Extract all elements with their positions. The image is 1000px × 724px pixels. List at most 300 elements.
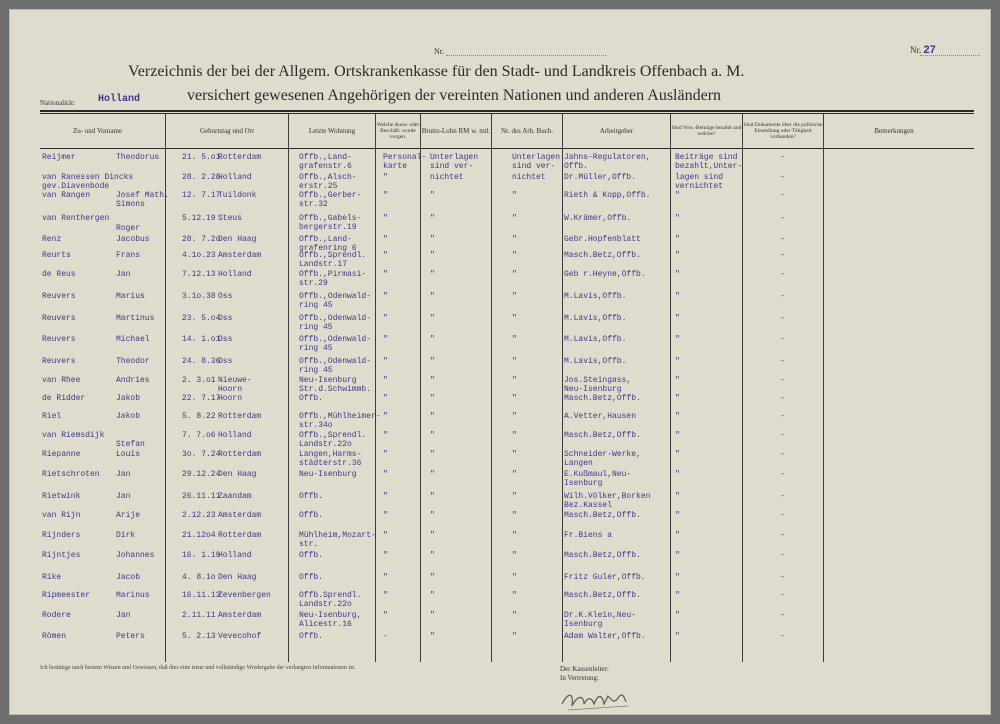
cell-c5a: " bbox=[430, 611, 435, 620]
cell-emp1: Masch.Betz,Offb. bbox=[564, 511, 641, 520]
cell-c5a: " bbox=[430, 492, 435, 501]
cell-place: Hoorn bbox=[218, 385, 243, 394]
cell-place: Oss bbox=[218, 335, 233, 344]
cell-addr1: Offb.,Sprendl. bbox=[299, 251, 367, 260]
cell-addr1: Offb.,Odenwald- bbox=[299, 357, 372, 366]
cell-place: Holland bbox=[218, 551, 252, 560]
cell-c4a: " bbox=[383, 270, 388, 279]
kasse-leiter-label: Der Kassenleiter: bbox=[560, 665, 609, 673]
cell-first: Theodorus bbox=[116, 153, 160, 162]
cell-emp1: Geb r.Heyne,Offb. bbox=[564, 270, 646, 279]
cell-c8a: " bbox=[675, 492, 680, 501]
cell-c6a: " bbox=[512, 450, 517, 459]
cell-c8b: vernichtet bbox=[675, 182, 724, 191]
header-documents: Sind Dokumente über die politische Einstellung oder Tätigkeit vorhanden? bbox=[743, 121, 823, 141]
cell-c9: - bbox=[780, 235, 785, 244]
cell-c9: - bbox=[780, 394, 785, 403]
cell-surname: Rijntjes bbox=[42, 551, 81, 560]
header-remarks: Bemerkungen bbox=[874, 126, 914, 135]
cell-addr1: Offb. bbox=[299, 632, 324, 641]
document-sheet bbox=[10, 10, 990, 714]
cell-emp1: Masch.Betz,Offb. bbox=[564, 431, 641, 440]
cell-c4a: " bbox=[383, 191, 388, 200]
cell-c6a: " bbox=[512, 431, 517, 440]
cell-date: 4.1o.23 bbox=[182, 251, 216, 260]
cell-emp1: Adam Walter,Offb. bbox=[564, 632, 646, 641]
cell-surname: Riel bbox=[42, 412, 62, 421]
cell-c8a: " bbox=[675, 531, 680, 540]
cell-emp2: Isenburg bbox=[564, 620, 603, 629]
cell-c6a: " bbox=[512, 335, 517, 344]
cell-c5a: " bbox=[430, 376, 435, 385]
cell-c4a: " bbox=[383, 492, 388, 501]
cell-addr2: grafenring 6 bbox=[299, 244, 357, 253]
cell-c5a: " bbox=[430, 394, 435, 403]
cell-emp1: Wilh.Völker,Borken bbox=[564, 492, 651, 501]
cell-c8a: " bbox=[675, 611, 680, 620]
cell-c8a: " bbox=[675, 191, 680, 200]
cell-addr2: erstr.25 bbox=[299, 182, 338, 191]
cell-c9: - bbox=[780, 173, 785, 182]
cell-c9: - bbox=[780, 412, 785, 421]
cell-addr1: Neu-Isenburg, bbox=[299, 611, 362, 620]
cell-c8a: " bbox=[675, 450, 680, 459]
cell-c6a: " bbox=[512, 591, 517, 600]
cell-emp2: Langen bbox=[564, 459, 593, 468]
cell-addr2: ring 45 bbox=[299, 366, 333, 375]
cell-emp1: Dr.K.Klein,Neu- bbox=[564, 611, 637, 620]
cell-emp1: Jos.Steingass, bbox=[564, 376, 632, 385]
cell-first: Jan bbox=[116, 611, 131, 620]
cell-c6a: " bbox=[512, 235, 517, 244]
cell-first: Jacob bbox=[116, 573, 141, 582]
cell-c6a: " bbox=[512, 531, 517, 540]
cell-place: Rotterdam bbox=[218, 531, 262, 540]
cell-date: 22. 7.17 bbox=[182, 394, 221, 403]
cell-addr2: Landstr.17 bbox=[299, 260, 348, 269]
cell-surname: Römen bbox=[42, 632, 67, 641]
cell-c8a: " bbox=[675, 251, 680, 260]
header-duration: Welche Ausw. oder Beschäft. wurde vorgen. bbox=[376, 121, 420, 141]
cell-c8a: " bbox=[675, 431, 680, 440]
column-divider bbox=[420, 114, 421, 662]
cell-c4a: " bbox=[383, 357, 388, 366]
cell-emp1: E.Kußmaul,Neu- bbox=[564, 470, 632, 479]
cell-place: Rotterdam bbox=[218, 450, 262, 459]
column-divider bbox=[491, 114, 492, 662]
cell-c9: - bbox=[780, 591, 785, 600]
cell-c5a: " bbox=[430, 191, 435, 200]
cell-c9: - bbox=[780, 153, 785, 162]
page-number-line bbox=[920, 55, 980, 56]
cell-place: Rotterdam bbox=[218, 412, 262, 421]
cell-c8a: Beiträge sind bbox=[675, 153, 738, 162]
cell-addr2: Str.d.Schwimmb. bbox=[299, 385, 372, 394]
cell-emp2: Offb. bbox=[564, 162, 589, 171]
title-line-1: Verzeichnis der bei der Allgem. Ortskrankenkasse für den Stadt- und Landkreis Offenbach a. M. bbox=[128, 63, 745, 80]
cell-c9: - bbox=[780, 251, 785, 260]
cell-first: Jan bbox=[116, 492, 131, 501]
cell-surname: Rietwink bbox=[42, 492, 81, 501]
cell-c9: - bbox=[780, 335, 785, 344]
cell-c6a: " bbox=[512, 376, 517, 385]
cell-c5a: " bbox=[430, 591, 435, 600]
cell-addr1: Offb.,Gerber- bbox=[299, 191, 362, 200]
cell-first: Arije bbox=[116, 511, 141, 520]
cell-c4a: " bbox=[383, 292, 388, 301]
cell-addr2: str.32 bbox=[299, 200, 328, 209]
cell-surname: van Ranessen Dincks bbox=[42, 173, 134, 182]
cell-surname: Reuvers bbox=[42, 357, 76, 366]
cell-addr1: Offb.,Mühlheimer- bbox=[299, 412, 381, 421]
cell-place: Holland bbox=[218, 431, 252, 440]
cell-addr2: Landstr.22o bbox=[299, 600, 352, 609]
cell-first: Stefan bbox=[116, 440, 145, 449]
cell-c4a: " bbox=[383, 412, 388, 421]
cell-first: Dirk bbox=[116, 531, 136, 540]
cell-c6a: " bbox=[512, 251, 517, 260]
cell-date: 26.11.11 bbox=[182, 492, 221, 501]
cell-c8a: " bbox=[675, 551, 680, 560]
cell-surname: Rijnders bbox=[42, 531, 81, 540]
cell-c6a: " bbox=[512, 611, 517, 620]
cell-c9: - bbox=[780, 470, 785, 479]
cell-date: 7. 7.o6 bbox=[182, 431, 216, 440]
cell-first: Josef Math. bbox=[116, 191, 169, 200]
cell-addr1: Offb.,Odenwald- bbox=[299, 314, 372, 323]
column-divider bbox=[670, 114, 671, 662]
cell-surname: Reurts bbox=[42, 251, 71, 260]
cell-c4a: " bbox=[383, 551, 388, 560]
cell-first: Jan bbox=[116, 470, 131, 479]
cell-place: Holland bbox=[218, 270, 252, 279]
cell-c9: - bbox=[780, 314, 785, 323]
cell-surname: van Riemsdijk bbox=[42, 431, 105, 440]
cell-c8a: " bbox=[675, 511, 680, 520]
signature-block bbox=[560, 665, 609, 683]
cell-c5a: Unterlagen bbox=[430, 153, 479, 162]
cell-c8a: lagen sind bbox=[675, 173, 724, 182]
cell-addr1: Offb. bbox=[299, 394, 324, 403]
cell-addr1: Offb. bbox=[299, 573, 324, 582]
cell-surname: de Ridder bbox=[42, 394, 86, 403]
cell-place: Oss bbox=[218, 357, 233, 366]
cell-c5b: sind ver- bbox=[430, 162, 474, 171]
cell-first: Peters bbox=[116, 632, 145, 641]
cell-addr1: Neu-Isenburg bbox=[299, 376, 357, 385]
cell-c8a: " bbox=[675, 335, 680, 344]
cell-c5a: " bbox=[430, 270, 435, 279]
cell-c5a: " bbox=[430, 470, 435, 479]
cell-place: Den Haag bbox=[218, 235, 257, 244]
header-contributions: Sind Vers.-Beiträge bezahlt und welche? bbox=[671, 124, 742, 137]
cell-c4a: " bbox=[383, 611, 388, 620]
page-number-value: 27 bbox=[923, 44, 936, 56]
cell-date: 21.12o4 bbox=[182, 531, 216, 540]
cell-place: Oss bbox=[218, 314, 233, 323]
cell-c5a: " bbox=[430, 573, 435, 582]
cell-first: Frans bbox=[116, 251, 141, 260]
vertretung-label: In Vertretung: bbox=[560, 674, 599, 682]
cell-surname: gev.Diavenbode bbox=[42, 182, 110, 191]
cell-c8a: " bbox=[675, 292, 680, 301]
cell-c9: - bbox=[780, 573, 785, 582]
cell-surname: van Rangen bbox=[42, 191, 91, 200]
cell-emp1: M.Lavis,Offb. bbox=[564, 357, 627, 366]
cell-addr1: Offb. bbox=[299, 511, 324, 520]
cell-c6a: " bbox=[512, 270, 517, 279]
cell-c6a: " bbox=[512, 412, 517, 421]
cell-place: Holland bbox=[218, 173, 252, 182]
cell-c9: - bbox=[780, 531, 785, 540]
cell-date: 2. 3.o1 bbox=[182, 376, 216, 385]
cell-addr1: Offb.,Odenwald- bbox=[299, 335, 372, 344]
cell-c4b: karte bbox=[383, 162, 408, 171]
cell-c5a: " bbox=[430, 214, 435, 223]
nr-label: Nr. bbox=[434, 47, 444, 56]
nationality-label: Nationalität: bbox=[40, 99, 75, 107]
cell-addr1: Offb.,Pirmasi- bbox=[299, 270, 367, 279]
cell-c9: - bbox=[780, 511, 785, 520]
cell-c6b: sind ver- bbox=[512, 162, 556, 171]
cell-c4a: " bbox=[383, 394, 388, 403]
cell-date: 3o. 7.24 bbox=[182, 450, 221, 459]
cell-c5a: " bbox=[430, 551, 435, 560]
cell-c6a: " bbox=[512, 492, 517, 501]
cell-c4a: " bbox=[383, 531, 388, 540]
cell-c4a: " bbox=[383, 573, 388, 582]
cell-place: Oss bbox=[218, 292, 233, 301]
cell-emp1: Dr.Müller,Offb. bbox=[564, 173, 637, 182]
nr-line bbox=[446, 55, 606, 56]
cell-addr1: Neu-Isenburg bbox=[299, 470, 357, 479]
cell-surname: van Renthergen bbox=[42, 214, 110, 223]
cell-date: 12. 7.17 bbox=[182, 191, 221, 200]
cell-c5a: " bbox=[430, 251, 435, 260]
header-book: Nr. des Arb. Buch. bbox=[500, 126, 554, 135]
cell-surname: Rietschroten bbox=[42, 470, 100, 479]
cell-first: Martinus bbox=[116, 314, 155, 323]
cell-emp1: Gebr.Hopfenblatt bbox=[564, 235, 641, 244]
cell-c6a: " bbox=[512, 357, 517, 366]
cell-date: 29.12.24 bbox=[182, 470, 221, 479]
cell-emp1: Rieth & Kopp,Offb. bbox=[564, 191, 651, 200]
header-employer: Arbeitgeber bbox=[599, 126, 634, 135]
cell-addr1: Mühlheim,Mozart- bbox=[299, 531, 376, 540]
cell-first: Marius bbox=[116, 292, 145, 301]
header-name: Zu- und Vorname bbox=[72, 126, 123, 135]
column-divider bbox=[562, 114, 563, 662]
cell-surname: Riepanne bbox=[42, 450, 81, 459]
cell-date: 4. 8.1o bbox=[182, 573, 216, 582]
cell-first: Jacobus bbox=[116, 235, 150, 244]
cell-surname: Ripmeester bbox=[42, 591, 91, 600]
cell-c4a: " bbox=[383, 450, 388, 459]
cell-c8a: " bbox=[675, 412, 680, 421]
cell-c8a: " bbox=[675, 314, 680, 323]
cell-emp1: Schneider-Werke, bbox=[564, 450, 641, 459]
cell-date: 28. 2.28 bbox=[182, 173, 221, 182]
cell-first: Jan bbox=[116, 270, 131, 279]
cell-first: Louis bbox=[116, 450, 141, 459]
cell-date: 16. 1.19 bbox=[182, 551, 221, 560]
cell-first: Andries bbox=[116, 376, 150, 385]
cell-emp1: M.Lavis,Offb. bbox=[564, 314, 627, 323]
cell-addr2: bergerstr.19 bbox=[299, 223, 357, 232]
cell-c4a: " bbox=[383, 335, 388, 344]
cell-addr1: Langen,Harms- bbox=[299, 450, 362, 459]
cell-emp1: Masch.Betz,Offb. bbox=[564, 591, 641, 600]
cell-addr2: Alicestr.16 bbox=[299, 620, 352, 629]
cell-c6a: " bbox=[512, 214, 517, 223]
cell-first: Marinus bbox=[116, 591, 150, 600]
cell-c8a: " bbox=[675, 394, 680, 403]
cell-c5a: " bbox=[430, 431, 435, 440]
cell-surname: Renz bbox=[42, 235, 62, 244]
cell-c5a: " bbox=[430, 235, 435, 244]
cell-c4a: " bbox=[383, 251, 388, 260]
cell-addr2: ring 45 bbox=[299, 301, 333, 310]
cell-c8a: " bbox=[675, 235, 680, 244]
handwritten-signature bbox=[558, 684, 638, 714]
cell-c4a: " bbox=[383, 470, 388, 479]
cell-surname: Reuvers bbox=[42, 314, 76, 323]
cell-place: Amsterdam bbox=[218, 251, 262, 260]
header-wage: Brutto-Lohn RM w. mtl. bbox=[421, 126, 491, 135]
cell-c9: - bbox=[780, 632, 785, 641]
cell-addr1: Offb.,Gabels- bbox=[299, 214, 362, 223]
cell-c8a: " bbox=[675, 573, 680, 582]
cell-c6a: " bbox=[512, 470, 517, 479]
cell-c4a: " bbox=[383, 376, 388, 385]
cell-c9: - bbox=[780, 611, 785, 620]
cell-place: Nieuwe- bbox=[218, 376, 252, 385]
cell-date: 2.11.11 bbox=[182, 611, 216, 620]
cell-first: Roger bbox=[116, 224, 141, 233]
cell-c9: - bbox=[780, 292, 785, 301]
cell-first: Jakob bbox=[116, 412, 141, 421]
cell-place: Zevenbergen bbox=[218, 591, 271, 600]
cell-emp2: Bez.Kassel bbox=[564, 501, 613, 510]
cell-date: 14. 1.o1 bbox=[182, 335, 221, 344]
cell-emp2: Neu-Isenburg bbox=[564, 385, 622, 394]
cell-c9: - bbox=[780, 431, 785, 440]
cell-surname: van Rijn bbox=[42, 511, 81, 520]
cell-c4a: " bbox=[383, 511, 388, 520]
cell-c6a: " bbox=[512, 573, 517, 582]
cell-c5a: " bbox=[430, 511, 435, 520]
cell-c9: - bbox=[780, 376, 785, 385]
cell-emp2: Isenburg bbox=[564, 479, 603, 488]
cell-surname: Reijmer bbox=[42, 153, 76, 162]
column-divider bbox=[288, 114, 289, 662]
cell-date: 7.12.13 bbox=[182, 270, 216, 279]
cell-date: 28. 7.2o bbox=[182, 235, 221, 244]
cell-place: Vevecohof bbox=[218, 632, 262, 641]
cell-addr1: Offb.,Odenwald- bbox=[299, 292, 372, 301]
cell-c8a: " bbox=[675, 270, 680, 279]
cell-emp1: Fr.Biens a bbox=[564, 531, 613, 540]
cell-c9: - bbox=[780, 357, 785, 366]
cell-addr2: städterstr.36 bbox=[299, 459, 362, 468]
cell-c8a: " bbox=[675, 214, 680, 223]
cell-addr1: Offb.,Alsch- bbox=[299, 173, 357, 182]
cell-date: 24. 8.36 bbox=[182, 357, 221, 366]
nationality-value: Holland bbox=[98, 94, 141, 105]
cell-place: Hoorn bbox=[218, 394, 243, 403]
cell-c5a: " bbox=[430, 412, 435, 421]
cell-date: 21. 5.o1 bbox=[182, 153, 221, 162]
column-divider bbox=[823, 114, 824, 662]
cell-addr2: str.34o bbox=[299, 421, 333, 430]
cell-c5a: " bbox=[430, 292, 435, 301]
cell-c8a: " bbox=[675, 376, 680, 385]
cell-first: Simons bbox=[116, 200, 145, 209]
cell-c6a: " bbox=[512, 632, 517, 641]
cell-addr1: Offb.Sprendl. bbox=[299, 591, 362, 600]
cell-c6a: " bbox=[512, 191, 517, 200]
cell-addr2: str.29 bbox=[299, 279, 328, 288]
cell-emp1: Masch.Betz,Offb. bbox=[564, 394, 641, 403]
cell-addr2: ring 45 bbox=[299, 344, 333, 353]
cell-surname: Reuvers bbox=[42, 292, 76, 301]
cell-addr1: Offb. bbox=[299, 551, 324, 560]
cell-c4a: " bbox=[383, 235, 388, 244]
cell-surname: de Reus bbox=[42, 270, 76, 279]
cell-surname: Rodere bbox=[42, 611, 71, 620]
title-line-2: versichert gewesenen Angehörigen der vereinten Nationen und anderen Ausländern bbox=[187, 87, 722, 104]
cell-c5a: " bbox=[430, 357, 435, 366]
page-number-label: Nr. bbox=[910, 45, 922, 55]
cell-place: Den Haag bbox=[218, 573, 257, 582]
cell-c4a: " bbox=[383, 431, 388, 440]
cell-c5a: " bbox=[430, 450, 435, 459]
cell-surname: Reuvers bbox=[42, 335, 76, 344]
cell-date: 5. 8.22 bbox=[182, 412, 216, 421]
cell-c4a: " bbox=[383, 314, 388, 323]
cell-first: Johannes bbox=[116, 551, 155, 560]
cell-date: 5. 2.13 bbox=[182, 632, 216, 641]
cell-c9: - bbox=[780, 270, 785, 279]
cell-place: Zaandam bbox=[218, 492, 252, 501]
cell-c6a: " bbox=[512, 511, 517, 520]
cell-surname: van Rhee bbox=[42, 376, 81, 385]
cell-emp1: M.Lavis,Offb. bbox=[564, 335, 627, 344]
cell-c4a: - bbox=[383, 632, 388, 641]
cell-emp1: A.Vetter,Hausen bbox=[564, 412, 637, 421]
column-divider bbox=[742, 114, 743, 662]
footer-statement: Ich bestätige nach bestem Wissen und Gewissen, daß dies eine treue und vollständige Wiedergabe der verlangten Informationen ist. bbox=[40, 665, 356, 671]
cell-c8a: " bbox=[675, 632, 680, 641]
cell-c4a: Personal- bbox=[383, 153, 427, 162]
cell-c8b: bezahlt,Unter- bbox=[675, 162, 743, 171]
cell-c6a: " bbox=[512, 292, 517, 301]
cell-addr1: Offb.,Sprendl. bbox=[299, 431, 367, 440]
cell-emp1: Fritz Guler,Offb. bbox=[564, 573, 646, 582]
cell-date: 5.12.19 bbox=[182, 214, 216, 223]
cell-place: Den Haag bbox=[218, 470, 257, 479]
cell-addr2: Landstr.22o bbox=[299, 440, 352, 449]
cell-c6a: " bbox=[512, 394, 517, 403]
table-rule-header bbox=[40, 148, 974, 149]
cell-first: Michael bbox=[116, 335, 150, 344]
cell-place: Steus bbox=[218, 214, 243, 223]
cell-surname: Rike bbox=[42, 573, 62, 582]
cell-addr1: Offb.,Land- bbox=[299, 153, 352, 162]
cell-place: Amsterdam bbox=[218, 511, 262, 520]
header-birth: Geburtstag und Ort bbox=[199, 126, 255, 135]
cell-c6a: Unterlagen bbox=[512, 153, 561, 162]
